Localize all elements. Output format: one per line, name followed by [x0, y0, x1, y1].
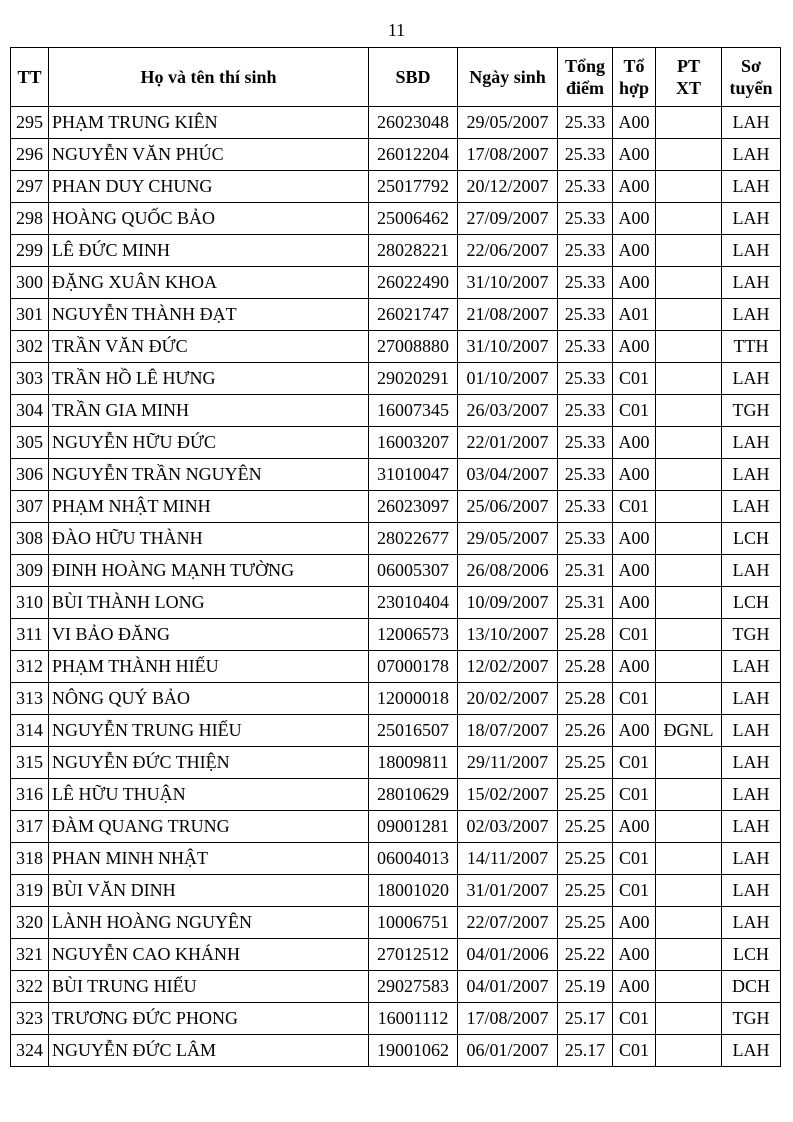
cell-total: 25.33: [558, 267, 613, 299]
cell-name: NGUYỄN CAO KHÁNH: [49, 939, 369, 971]
table-row: [11, 619, 781, 651]
cell-dob: 14/11/2007: [458, 843, 558, 875]
table-row: [11, 971, 781, 1003]
cell-pt: [656, 907, 722, 939]
cell-name: VI BẢO ĐĂNG: [49, 619, 369, 651]
cell-pt: ĐGNL: [656, 715, 722, 747]
cell-name: TRẦN VĂN ĐỨC: [49, 331, 369, 363]
cell-pt: [656, 747, 722, 779]
cell-total: 25.17: [558, 1035, 613, 1067]
cell-dob: 31/01/2007: [458, 875, 558, 907]
header-name: Họ và tên thí sinh: [49, 48, 369, 107]
cell-so: TTH: [722, 331, 781, 363]
cell-name: NGUYỄN HỮU ĐỨC: [49, 427, 369, 459]
table-row: [11, 363, 781, 395]
cell-total: 25.17: [558, 1003, 613, 1035]
cell-total: 25.28: [558, 683, 613, 715]
table-row: [11, 523, 781, 555]
cell-pt: [656, 235, 722, 267]
cell-so: LAH: [722, 843, 781, 875]
cell-pt: [656, 203, 722, 235]
cell-name: NGUYỄN ĐỨC LÂM: [49, 1035, 369, 1067]
table-row: [11, 139, 781, 171]
cell-name: ĐÀM QUANG TRUNG: [49, 811, 369, 843]
cell-combo: A00: [613, 651, 656, 683]
cell-tt: 296: [11, 139, 49, 171]
cell-combo: C01: [613, 491, 656, 523]
cell-dob: 26/08/2006: [458, 555, 558, 587]
cell-name: LÊ ĐỨC MINH: [49, 235, 369, 267]
table-row: [11, 395, 781, 427]
cell-combo: A00: [613, 267, 656, 299]
header-pt-line1: PT: [676, 56, 700, 76]
cell-name: PHẠM NHẬT MINH: [49, 491, 369, 523]
cell-name: BÙI TRUNG HIẾU: [49, 971, 369, 1003]
cell-sbd: 07000178: [369, 651, 458, 683]
table-row: [11, 683, 781, 715]
cell-total: 25.31: [558, 555, 613, 587]
cell-pt: [656, 1035, 722, 1067]
cell-sbd: 12006573: [369, 619, 458, 651]
cell-dob: 12/02/2007: [458, 651, 558, 683]
cell-tt: 305: [11, 427, 49, 459]
table-row: [11, 1035, 781, 1067]
table-row: [11, 651, 781, 683]
cell-total: 25.33: [558, 523, 613, 555]
cell-name: PHAN MINH NHẬT: [49, 843, 369, 875]
cell-total: 25.25: [558, 779, 613, 811]
cell-tt: 324: [11, 1035, 49, 1067]
cell-name: PHAN DUY CHUNG: [49, 171, 369, 203]
cell-total: 25.33: [558, 491, 613, 523]
cell-dob: 15/02/2007: [458, 779, 558, 811]
cell-tt: 322: [11, 971, 49, 1003]
cell-combo: A00: [613, 971, 656, 1003]
table-row: [11, 235, 781, 267]
cell-pt: [656, 139, 722, 171]
table-row: [11, 459, 781, 491]
cell-total: 25.33: [558, 395, 613, 427]
cell-so: LAH: [722, 139, 781, 171]
table-row: [11, 1003, 781, 1035]
cell-dob: 31/10/2007: [458, 331, 558, 363]
cell-name: TRẦN GIA MINH: [49, 395, 369, 427]
cell-so: TGH: [722, 1003, 781, 1035]
cell-so: DCH: [722, 971, 781, 1003]
cell-sbd: 18009811: [369, 747, 458, 779]
cell-sbd: 27008880: [369, 331, 458, 363]
cell-combo: A00: [613, 459, 656, 491]
cell-tt: 313: [11, 683, 49, 715]
cell-dob: 29/11/2007: [458, 747, 558, 779]
cell-total: 25.33: [558, 203, 613, 235]
cell-dob: 17/08/2007: [458, 139, 558, 171]
cell-sbd: 27012512: [369, 939, 458, 971]
cell-name: NGUYỄN TRẦN NGUYÊN: [49, 459, 369, 491]
cell-so: LAH: [722, 1035, 781, 1067]
cell-total: 25.33: [558, 427, 613, 459]
cell-pt: [656, 107, 722, 139]
cell-total: 25.33: [558, 299, 613, 331]
cell-dob: 21/08/2007: [458, 299, 558, 331]
cell-name: NGUYỄN THÀNH ĐẠT: [49, 299, 369, 331]
cell-sbd: 23010404: [369, 587, 458, 619]
cell-pt: [656, 555, 722, 587]
cell-so: TGH: [722, 395, 781, 427]
cell-pt: [656, 523, 722, 555]
cell-tt: 300: [11, 267, 49, 299]
cell-pt: [656, 811, 722, 843]
header-tt: TT: [11, 48, 49, 107]
cell-tt: 312: [11, 651, 49, 683]
cell-combo: C01: [613, 1035, 656, 1067]
table-body: [11, 107, 781, 1067]
cell-tt: 319: [11, 875, 49, 907]
cell-sbd: 28010629: [369, 779, 458, 811]
cell-sbd: 16007345: [369, 395, 458, 427]
cell-name: TRẦN HỒ LÊ HƯNG: [49, 363, 369, 395]
cell-sbd: 26012204: [369, 139, 458, 171]
cell-name: ĐẶNG XUÂN KHOA: [49, 267, 369, 299]
cell-sbd: 19001062: [369, 1035, 458, 1067]
cell-sbd: 12000018: [369, 683, 458, 715]
page-number: 11: [387, 20, 406, 40]
cell-so: LCH: [722, 523, 781, 555]
cell-pt: [656, 779, 722, 811]
cell-combo: C01: [613, 843, 656, 875]
cell-tt: 309: [11, 555, 49, 587]
cell-tt: 308: [11, 523, 49, 555]
cell-total: 25.33: [558, 139, 613, 171]
table-row: [11, 587, 781, 619]
cell-tt: 320: [11, 907, 49, 939]
table-row: [11, 715, 781, 747]
cell-name: PHẠM TRUNG KIÊN: [49, 107, 369, 139]
header-total-line2: điểm: [566, 78, 604, 98]
cell-so: LAH: [722, 171, 781, 203]
cell-combo: A00: [613, 427, 656, 459]
cell-total: 25.19: [558, 971, 613, 1003]
cell-pt: [656, 363, 722, 395]
cell-combo: A00: [613, 139, 656, 171]
cell-sbd: 06005307: [369, 555, 458, 587]
table-row: [11, 843, 781, 875]
cell-combo: C01: [613, 619, 656, 651]
cell-dob: 29/05/2007: [458, 107, 558, 139]
cell-combo: A00: [613, 107, 656, 139]
cell-combo: A01: [613, 299, 656, 331]
table-row: [11, 203, 781, 235]
cell-so: LAH: [722, 299, 781, 331]
cell-pt: [656, 587, 722, 619]
cell-name: NGUYỄN ĐỨC THIỆN: [49, 747, 369, 779]
header-pt-line2: XT: [675, 78, 701, 98]
cell-dob: 25/06/2007: [458, 491, 558, 523]
table-row: [11, 107, 781, 139]
cell-combo: A00: [613, 811, 656, 843]
cell-total: 25.33: [558, 363, 613, 395]
cell-pt: [656, 1003, 722, 1035]
cell-total: 25.33: [558, 235, 613, 267]
cell-so: TGH: [722, 619, 781, 651]
cell-dob: 22/07/2007: [458, 907, 558, 939]
cell-sbd: 29020291: [369, 363, 458, 395]
cell-sbd: 09001281: [369, 811, 458, 843]
header-so-line1: Sơ: [741, 56, 761, 76]
cell-tt: 314: [11, 715, 49, 747]
cell-sbd: 10006751: [369, 907, 458, 939]
cell-tt: 317: [11, 811, 49, 843]
cell-name: LÊ HỮU THUẬN: [49, 779, 369, 811]
cell-so: LAH: [722, 235, 781, 267]
cell-so: LAH: [722, 875, 781, 907]
cell-name: NGUYỄN VĂN PHÚC: [49, 139, 369, 171]
cell-pt: [656, 299, 722, 331]
cell-so: LAH: [722, 779, 781, 811]
cell-sbd: 16003207: [369, 427, 458, 459]
table-row: [11, 907, 781, 939]
table-row: [11, 779, 781, 811]
cell-combo: A00: [613, 171, 656, 203]
cell-dob: 20/12/2007: [458, 171, 558, 203]
cell-combo: A00: [613, 523, 656, 555]
cell-total: 25.25: [558, 843, 613, 875]
cell-tt: 301: [11, 299, 49, 331]
cell-total: 25.33: [558, 331, 613, 363]
cell-name: NÔNG QUÝ BẢO: [49, 683, 369, 715]
cell-sbd: 25006462: [369, 203, 458, 235]
cell-so: LAH: [722, 107, 781, 139]
cell-dob: 03/04/2007: [458, 459, 558, 491]
cell-dob: 18/07/2007: [458, 715, 558, 747]
cell-combo: A00: [613, 235, 656, 267]
cell-combo: A00: [613, 555, 656, 587]
cell-pt: [656, 651, 722, 683]
cell-combo: C01: [613, 747, 656, 779]
cell-combo: C01: [613, 779, 656, 811]
cell-dob: 31/10/2007: [458, 267, 558, 299]
cell-so: LCH: [722, 587, 781, 619]
cell-sbd: 26023097: [369, 491, 458, 523]
cell-dob: 20/02/2007: [458, 683, 558, 715]
cell-pt: [656, 843, 722, 875]
cell-tt: 302: [11, 331, 49, 363]
cell-total: 25.22: [558, 939, 613, 971]
cell-so: LAH: [722, 907, 781, 939]
table-header-row: [11, 48, 781, 107]
cell-dob: 04/01/2007: [458, 971, 558, 1003]
cell-so: LAH: [722, 747, 781, 779]
cell-name: ĐÀO HỮU THÀNH: [49, 523, 369, 555]
cell-dob: 04/01/2006: [458, 939, 558, 971]
cell-total: 25.33: [558, 171, 613, 203]
cell-total: 25.25: [558, 811, 613, 843]
cell-sbd: 26022490: [369, 267, 458, 299]
table-row: [11, 747, 781, 779]
table-row: [11, 267, 781, 299]
cell-pt: [656, 619, 722, 651]
cell-so: LAH: [722, 459, 781, 491]
cell-name: BÙI VĂN DINH: [49, 875, 369, 907]
cell-total: 25.26: [558, 715, 613, 747]
header-so: [722, 48, 781, 107]
cell-dob: 13/10/2007: [458, 619, 558, 651]
header-combo: [613, 48, 656, 107]
header-total-line1: Tổng: [564, 56, 606, 76]
table-row: [11, 875, 781, 907]
table-row: [11, 331, 781, 363]
cell-tt: 310: [11, 587, 49, 619]
cell-pt: [656, 875, 722, 907]
header-pt: [656, 48, 722, 107]
cell-combo: C01: [613, 875, 656, 907]
cell-name: PHẠM THÀNH HIẾU: [49, 651, 369, 683]
cell-total: 25.28: [558, 619, 613, 651]
cell-combo: C01: [613, 683, 656, 715]
cell-so: LAH: [722, 715, 781, 747]
header-total: [558, 48, 613, 107]
cell-total: 25.33: [558, 107, 613, 139]
header-combo-line2: hợp: [619, 78, 649, 98]
cell-tt: 297: [11, 171, 49, 203]
cell-pt: [656, 683, 722, 715]
cell-pt: [656, 395, 722, 427]
cell-tt: 307: [11, 491, 49, 523]
cell-so: LAH: [722, 363, 781, 395]
cell-name: LÀNH HOÀNG NGUYÊN: [49, 907, 369, 939]
cell-total: 25.31: [558, 587, 613, 619]
header-combo-line1: Tổ: [623, 56, 645, 76]
cell-pt: [656, 427, 722, 459]
cell-dob: 02/03/2007: [458, 811, 558, 843]
cell-name: NGUYỄN TRUNG HIẾU: [49, 715, 369, 747]
cell-sbd: 28022677: [369, 523, 458, 555]
cell-sbd: 26021747: [369, 299, 458, 331]
cell-combo: A00: [613, 587, 656, 619]
cell-sbd: 29027583: [369, 971, 458, 1003]
cell-name: ĐINH HOÀNG MẠNH TƯỜNG: [49, 555, 369, 587]
cell-tt: 315: [11, 747, 49, 779]
table-row: [11, 427, 781, 459]
cell-total: 25.33: [558, 459, 613, 491]
cell-pt: [656, 171, 722, 203]
cell-so: LCH: [722, 939, 781, 971]
cell-tt: 323: [11, 1003, 49, 1035]
cell-combo: A00: [613, 715, 656, 747]
cell-pt: [656, 939, 722, 971]
cell-pt: [656, 459, 722, 491]
cell-sbd: 26023048: [369, 107, 458, 139]
cell-dob: 17/08/2007: [458, 1003, 558, 1035]
cell-dob: 27/09/2007: [458, 203, 558, 235]
cell-combo: A00: [613, 939, 656, 971]
cell-combo: C01: [613, 363, 656, 395]
cell-so: LAH: [722, 683, 781, 715]
table-row: [11, 939, 781, 971]
table-row: [11, 491, 781, 523]
cell-so: LAH: [722, 427, 781, 459]
cell-tt: 299: [11, 235, 49, 267]
cell-sbd: 25017792: [369, 171, 458, 203]
header-sbd: SBD: [369, 48, 458, 107]
table-row: [11, 299, 781, 331]
cell-pt: [656, 491, 722, 523]
cell-combo: C01: [613, 395, 656, 427]
cell-sbd: 16001112: [369, 1003, 458, 1035]
cell-dob: 22/06/2007: [458, 235, 558, 267]
cell-sbd: 25016507: [369, 715, 458, 747]
cell-so: LAH: [722, 651, 781, 683]
table-row: [11, 171, 781, 203]
cell-sbd: 18001020: [369, 875, 458, 907]
cell-tt: 316: [11, 779, 49, 811]
cell-tt: 321: [11, 939, 49, 971]
cell-so: LAH: [722, 203, 781, 235]
cell-sbd: 06004013: [369, 843, 458, 875]
table-row: [11, 811, 781, 843]
header-so-line2: tuyển: [729, 78, 773, 98]
table-row: [11, 555, 781, 587]
cell-total: 25.25: [558, 907, 613, 939]
cell-dob: 26/03/2007: [458, 395, 558, 427]
cell-combo: A00: [613, 203, 656, 235]
cell-total: 25.28: [558, 651, 613, 683]
header-dob: Ngày sinh: [458, 48, 558, 107]
cell-dob: 01/10/2007: [458, 363, 558, 395]
cell-name: HOÀNG QUỐC BẢO: [49, 203, 369, 235]
cell-total: 25.25: [558, 747, 613, 779]
cell-tt: 303: [11, 363, 49, 395]
cell-dob: 22/01/2007: [458, 427, 558, 459]
cell-sbd: 28028221: [369, 235, 458, 267]
cell-so: LAH: [722, 267, 781, 299]
cell-tt: 318: [11, 843, 49, 875]
cell-tt: 304: [11, 395, 49, 427]
cell-tt: 298: [11, 203, 49, 235]
cell-combo: A00: [613, 331, 656, 363]
candidate-table: [10, 47, 781, 1067]
cell-pt: [656, 971, 722, 1003]
cell-pt: [656, 331, 722, 363]
cell-pt: [656, 267, 722, 299]
cell-tt: 311: [11, 619, 49, 651]
cell-dob: 06/01/2007: [458, 1035, 558, 1067]
cell-dob: 29/05/2007: [458, 523, 558, 555]
cell-so: LAH: [722, 491, 781, 523]
cell-total: 25.25: [558, 875, 613, 907]
cell-tt: 306: [11, 459, 49, 491]
cell-combo: A00: [613, 907, 656, 939]
cell-so: LAH: [722, 555, 781, 587]
cell-name: TRƯƠNG ĐỨC PHONG: [49, 1003, 369, 1035]
cell-sbd: 31010047: [369, 459, 458, 491]
cell-dob: 10/09/2007: [458, 587, 558, 619]
cell-combo: C01: [613, 1003, 656, 1035]
cell-so: LAH: [722, 811, 781, 843]
cell-tt: 295: [11, 107, 49, 139]
cell-name: BÙI THÀNH LONG: [49, 587, 369, 619]
